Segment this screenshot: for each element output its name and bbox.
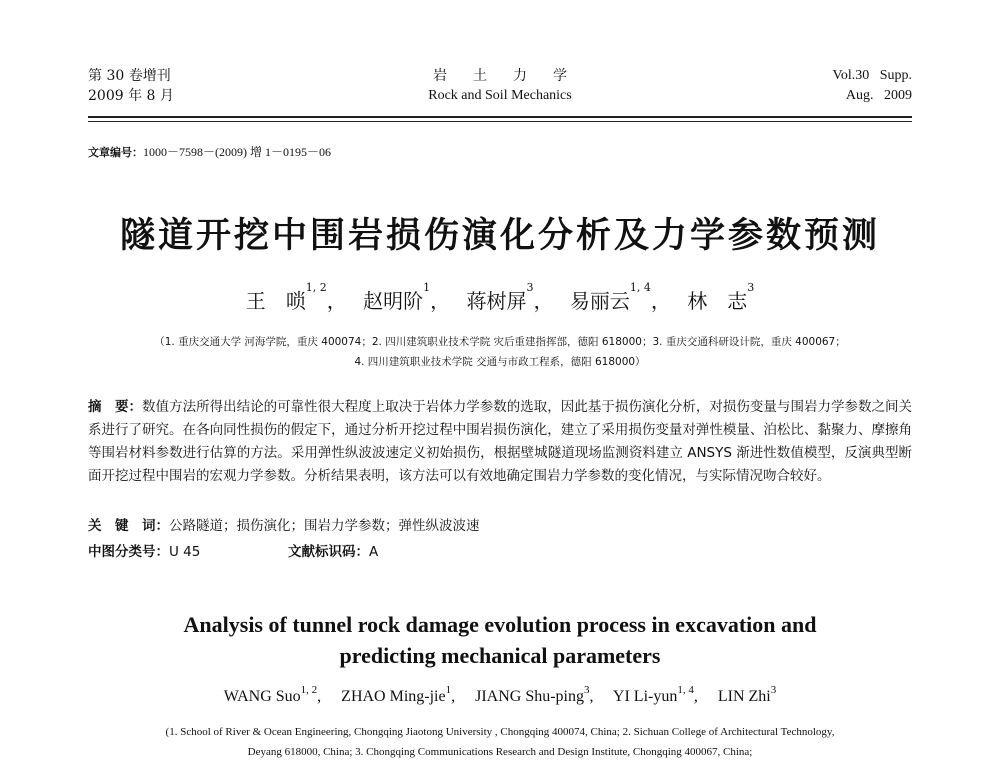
paper-title-cn: 隧道开挖中围岩损伤演化分析及力学参数预测 [119,216,880,256]
author-cn: 蒋树屏$^3$ [466,281,534,313]
author-en: YI Li-yun$^{1, 4}$ [612,684,694,705]
author-list-en: WANG Suo$^{1, 2}$, ZHAO Ming-jie$^1$, JIANG Shu-ping$^3$, YI Li-yun$^{1, 4}$, LIN Zhi$^3$ [223,684,777,705]
author-cn: 易丽云$^{1, 4}$ [569,281,651,313]
author-en: ZHAO Ming-jie$^1$ [341,684,452,705]
abstract-label: 摘 要： [88,399,143,415]
author-en: LIN Zhi$^3$ [717,684,777,705]
clc-value: U 45 [169,544,201,560]
author-cn: 林 志$^3$ [687,281,755,313]
keywords-cn [88,514,480,534]
doc-code-label: 文献标识码： [288,544,369,560]
author-en: WANG Suo$^{1, 2}$ [223,684,318,705]
author-cn: 赵明阶$^1$ [363,281,431,313]
affiliation-line: （1. 重庆交通大学 河海学院，重庆 400074；2. 四川建筑职业技术学院 灾后重建指挥部，德阳 618000；3. 重庆交通科研设计院，重庆 400067； [154,336,846,348]
volume-issue: 第 30 卷增刊 [88,68,171,84]
author-cn: 王 唢$^{1, 2}$ [245,281,327,313]
article-number-value: 1000－7598－(2009) 增 1－0195－06 [143,145,331,159]
volume-en: Vol.30 Supp. [832,68,912,83]
journal-name-en: Rock and Soil Mechanics [428,88,572,103]
author-list-cn: 王 唢$^{1, 2}$， 赵明阶$^1$， 蒋树屏$^3$， 易丽云$^{1, 4}$， 林 志$^3$ [245,281,755,313]
article-number [88,143,331,160]
affiliation-line: Deyang 618000, China; 3. Chongqing Communications Research and Design Institute, Chongqing 400067, China; [247,746,753,758]
header-rule-thin [88,121,912,122]
article-number-label: 文章编号： [88,146,143,159]
author-en: JIANG Shu-ping$^3$ [475,684,590,705]
affiliation-line: (1. School of River & Ocean Engineering, Chongqing Jiaotong University , Chongqing 400074, China; 2. Sichuan College of Architectural Technology, [165,726,835,738]
header-center [330,66,670,106]
affiliation-line: 4. 四川建筑职业技术学院 交通与市政工程系，德阳 618000） [354,356,646,368]
paper-title-en [0,609,1000,671]
title-en-line: predicting mechanical parameters [339,643,661,668]
header-right [833,66,912,106]
affiliations-en [60,722,940,762]
header-left [88,66,174,106]
doc-code-value: A [369,544,379,560]
clc-label: 中图分类号： [88,544,169,560]
publication-date: 2009 年 8 月 [88,88,174,104]
keywords-label: 关 键 词： [88,518,169,534]
abstract-text: 数值方法所得出结论的可靠性很大程度上取决于岩体力学参数的选取，因此基于损伤演化分析，对损伤变量与围岩力学参数之间关系进行了研究。在各向同性损伤的假定下，通过分析开挖过程中围岩损伤演化，建立了采用损伤变量对弹性模量、泊松比、黏聚力、摩擦角等围岩材料参数进行估算的方法。采用弹性纵波波速定义初始损伤，根据壁城隧道现场监测资料建立 ANSYS 渐进性数值模型，反演典型断面开挖过程中围岩的宏观力学参数。分析结果表明，该方法可以有效地确定围岩力学参数的变化情况，与实际情况吻合较好。 [88,399,913,484]
header-rule-thick [88,116,912,118]
title-en-line: Analysis of tunnel rock damage evolution process in excavation and [183,612,817,637]
keywords-value: 公路隧道；损伤演化；围岩力学参数；弹性纵波波速 [169,518,480,534]
affiliations-cn [80,332,920,372]
journal-name-cn: 岩土力学 [433,68,593,84]
date-en: Aug. 2009 [845,88,912,103]
abstract-cn [88,396,912,488]
classification-line [88,540,379,560]
